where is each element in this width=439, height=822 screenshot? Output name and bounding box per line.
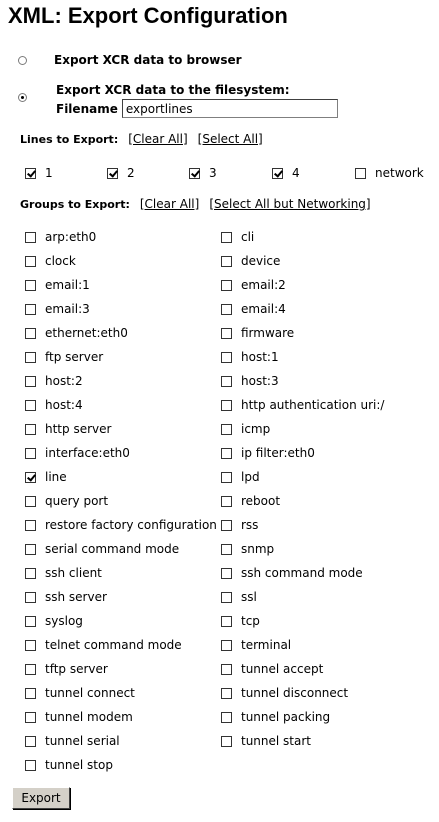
checkbox-item-group-left-0	[25, 230, 96, 244]
checkbox-item-line-0	[25, 166, 53, 180]
checkbox-group-right-13[interactable]	[221, 544, 232, 555]
checkbox-item-group-right-18	[221, 662, 323, 676]
checkbox-item-line-4	[355, 166, 424, 180]
checkbox-label: http server	[45, 422, 112, 436]
checkbox-label: 4	[292, 166, 300, 180]
checkbox-label: tcp	[241, 614, 260, 628]
export-filesystem-option	[18, 89, 27, 102]
checkbox-label: syslog	[45, 614, 83, 628]
checkbox-label: ftp server	[45, 350, 104, 364]
checkbox-group-right-5[interactable]	[221, 352, 232, 363]
checkbox-line-3[interactable]	[272, 168, 283, 179]
checkbox-group-left-12[interactable]	[25, 520, 36, 531]
export-browser-option	[18, 52, 242, 68]
checkbox-group-right-6[interactable]	[221, 376, 232, 387]
checkbox-item-group-left-20	[25, 710, 133, 724]
checkbox-item-group-right-8	[221, 422, 270, 436]
checkbox-label: tftp server	[45, 662, 108, 676]
checkbox-label: host:4	[45, 398, 83, 412]
filename-label: Filename	[56, 101, 118, 116]
checkbox-label: ssh server	[45, 590, 107, 604]
checkbox-group-left-16[interactable]	[25, 616, 36, 627]
checkbox-item-group-right-5	[221, 350, 279, 364]
checkbox-group-left-2[interactable]	[25, 280, 36, 291]
checkbox-label: lpd	[241, 470, 260, 484]
checkbox-item-line-2	[189, 166, 217, 180]
checkbox-item-line-1	[107, 166, 135, 180]
checkbox-item-group-right-20	[221, 710, 330, 724]
export-filesystem-label: Export XCR data to the filesystem:	[56, 83, 290, 97]
checkbox-group-left-13[interactable]	[25, 544, 36, 555]
checkbox-label: device	[241, 254, 281, 268]
page-title: XML: Export Configuration	[8, 3, 288, 28]
checkbox-line-0[interactable]	[25, 168, 36, 179]
checkbox-item-group-left-15	[25, 590, 107, 604]
checkbox-group-left-14[interactable]	[25, 568, 36, 579]
checkbox-group-right-16[interactable]	[221, 616, 232, 627]
checkbox-group-right-19[interactable]	[221, 688, 232, 699]
checkbox-item-group-right-11	[221, 494, 280, 508]
checkbox-label: line	[45, 470, 67, 484]
checkbox-group-left-5[interactable]	[25, 352, 36, 363]
checkbox-label: tunnel stop	[45, 758, 113, 772]
checkbox-item-group-left-7	[25, 398, 83, 412]
checkbox-group-left-19[interactable]	[25, 688, 36, 699]
groups-to-export-label: Groups to Export:	[20, 198, 130, 211]
lines-to-export-label: Lines to Export:	[20, 133, 119, 146]
checkbox-label: icmp	[241, 422, 271, 436]
checkbox-label: serial command mode	[45, 542, 180, 556]
groups-to-export-header	[20, 197, 371, 211]
checkbox-group-right-11[interactable]	[221, 496, 232, 507]
export-filesystem-block	[56, 82, 338, 118]
checkbox-item-group-right-9	[221, 446, 315, 460]
checkbox-group-left-6[interactable]	[25, 376, 36, 387]
checkbox-label: 2	[127, 166, 135, 180]
checkbox-item-group-right-7	[221, 398, 384, 412]
checkbox-label: ethernet:eth0	[45, 326, 128, 340]
checkbox-label: 1	[45, 166, 53, 180]
checkbox-label: tunnel packing	[241, 710, 331, 724]
checkbox-label: tunnel modem	[45, 710, 133, 724]
checkbox-group-right-17[interactable]	[221, 640, 232, 651]
checkbox-group-left-17[interactable]	[25, 640, 36, 651]
checkbox-label: ssl	[241, 590, 257, 604]
checkbox-item-group-right-13	[221, 542, 274, 556]
checkbox-item-group-left-21	[25, 734, 120, 748]
checkbox-item-group-left-19	[25, 686, 135, 700]
checkbox-item-group-right-17	[221, 638, 291, 652]
checkbox-line-2[interactable]	[189, 168, 200, 179]
checkbox-label: snmp	[241, 542, 275, 556]
checkbox-item-group-left-8	[25, 422, 111, 436]
checkbox-group-left-21[interactable]	[25, 736, 36, 747]
lines-to-export-header	[20, 132, 263, 146]
checkbox-group-right-2[interactable]	[221, 280, 232, 291]
checkbox-label: host:3	[241, 374, 279, 388]
checkbox-label: tunnel serial	[45, 734, 120, 748]
checkbox-label: network	[375, 166, 424, 180]
checkbox-group-left-0[interactable]	[25, 232, 36, 243]
checkbox-item-group-left-11	[25, 494, 108, 508]
checkbox-item-group-right-19	[221, 686, 348, 700]
checkbox-group-right-8[interactable]	[221, 424, 232, 435]
checkbox-item-group-right-3	[221, 302, 286, 316]
checkbox-item-group-left-9	[25, 446, 130, 460]
checkbox-group-right-10[interactable]	[221, 472, 232, 483]
checkbox-group-left-4[interactable]	[25, 328, 36, 339]
checkbox-label: cli	[241, 230, 255, 244]
checkbox-group-right-1[interactable]	[221, 256, 232, 267]
groups-clear-all-link[interactable]: [Clear All]	[139, 197, 200, 211]
checkbox-label: tunnel connect	[45, 686, 135, 700]
checkbox-label: restore factory configuration	[45, 518, 217, 532]
checkbox-label: tunnel disconnect	[241, 686, 349, 700]
checkbox-label: email:1	[45, 278, 90, 292]
checkbox-group-left-20[interactable]	[25, 712, 36, 723]
checkbox-label: email:3	[45, 302, 90, 316]
checkbox-label: ssh command mode	[241, 566, 363, 580]
checkbox-item-group-right-16	[221, 614, 260, 628]
checkbox-group-left-8[interactable]	[25, 424, 36, 435]
checkbox-group-right-12[interactable]	[221, 520, 232, 531]
checkbox-label: ip filter:eth0	[241, 446, 315, 460]
checkbox-group-right-14[interactable]	[221, 568, 232, 579]
checkbox-group-right-4[interactable]	[221, 328, 232, 339]
checkbox-item-group-left-12	[25, 518, 217, 532]
checkbox-item-line-3	[272, 166, 300, 180]
checkbox-line-4[interactable]	[355, 168, 366, 179]
checkbox-item-group-left-14	[25, 566, 102, 580]
checkbox-item-group-left-17	[25, 638, 182, 652]
checkbox-group-right-7[interactable]	[221, 400, 232, 411]
checkbox-label: terminal	[241, 638, 292, 652]
checkbox-label: 3	[209, 166, 217, 180]
checkbox-label: http authentication uri:/	[241, 398, 385, 412]
export-filesystem-radio[interactable]	[18, 93, 27, 102]
checkbox-item-group-right-15	[221, 590, 257, 604]
checkbox-group-right-9[interactable]	[221, 448, 232, 459]
checkbox-item-group-left-16	[25, 614, 83, 628]
checkbox-group-right-20[interactable]	[221, 712, 232, 723]
checkbox-item-group-left-18	[25, 662, 108, 676]
checkbox-group-left-22[interactable]	[25, 760, 36, 771]
checkbox-item-group-left-5	[25, 350, 103, 364]
lines-select-all-link[interactable]: [Select All]	[197, 132, 263, 146]
checkbox-label: reboot	[241, 494, 281, 508]
groups-select-all-but-networking-link[interactable]: [Select All but Networking]	[209, 197, 371, 211]
checkbox-item-group-right-1	[221, 254, 280, 268]
checkbox-group-left-9[interactable]	[25, 448, 36, 459]
checkbox-group-right-15[interactable]	[221, 592, 232, 603]
checkbox-label: tunnel accept	[241, 662, 324, 676]
checkbox-line-1[interactable]	[107, 168, 118, 179]
checkbox-label: host:2	[45, 374, 83, 388]
checkbox-item-group-right-0	[221, 230, 254, 244]
checkbox-label: host:1	[241, 350, 279, 364]
checkbox-label: interface:eth0	[45, 446, 130, 460]
checkbox-label: rss	[241, 518, 259, 532]
checkbox-group-left-3[interactable]	[25, 304, 36, 315]
checkbox-group-left-7[interactable]	[25, 400, 36, 411]
export-button[interactable]: Export	[12, 787, 70, 809]
filename-input[interactable]	[122, 99, 338, 118]
checkbox-item-group-right-21	[221, 734, 311, 748]
checkbox-item-group-right-14	[221, 566, 363, 580]
lines-clear-all-link[interactable]: [Clear All]	[128, 132, 188, 146]
checkbox-item-group-left-1	[25, 254, 76, 268]
checkbox-label: email:2	[241, 278, 286, 292]
checkbox-group-left-1[interactable]	[25, 256, 36, 267]
checkbox-group-left-18[interactable]	[25, 664, 36, 675]
checkbox-group-left-11[interactable]	[25, 496, 36, 507]
checkbox-group-left-10[interactable]	[25, 472, 36, 483]
export-browser-radio[interactable]	[18, 56, 27, 65]
checkbox-item-group-left-4	[25, 326, 128, 340]
checkbox-label: firmware	[241, 326, 295, 340]
checkbox-item-group-left-3	[25, 302, 90, 316]
checkbox-item-group-left-6	[25, 374, 83, 388]
checkbox-item-group-right-12	[221, 518, 258, 532]
checkbox-item-group-left-22	[25, 758, 113, 772]
filename-row	[56, 99, 338, 118]
checkbox-item-group-left-2	[25, 278, 90, 292]
checkbox-group-left-15[interactable]	[25, 592, 36, 603]
checkbox-label: ssh client	[45, 566, 102, 580]
export-browser-label: Export XCR data to browser	[54, 53, 242, 67]
checkbox-label: arp:eth0	[45, 230, 97, 244]
checkbox-label: clock	[45, 254, 76, 268]
checkbox-label: telnet command mode	[45, 638, 182, 652]
checkbox-item-group-right-6	[221, 374, 279, 388]
checkbox-item-group-left-10	[25, 470, 67, 484]
checkbox-label: tunnel start	[241, 734, 312, 748]
checkbox-group-right-0[interactable]	[221, 232, 232, 243]
checkbox-label: query port	[45, 494, 109, 508]
checkbox-group-right-18[interactable]	[221, 664, 232, 675]
checkbox-item-group-right-2	[221, 278, 286, 292]
checkbox-item-group-right-4	[221, 326, 294, 340]
checkbox-item-group-left-13	[25, 542, 179, 556]
checkbox-label: email:4	[241, 302, 286, 316]
checkbox-group-right-21[interactable]	[221, 736, 232, 747]
checkbox-group-right-3[interactable]	[221, 304, 232, 315]
checkbox-item-group-right-10	[221, 470, 260, 484]
